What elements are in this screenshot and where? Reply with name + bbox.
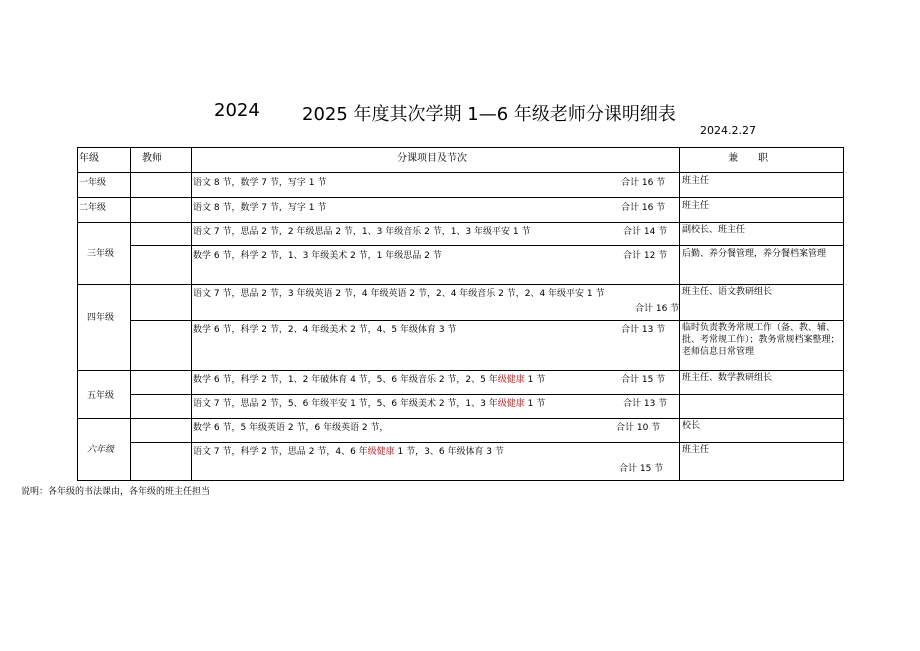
grade-3-row2-items: 数学 6 节，科学 2 节，1、3 年级美术 2 节，1 年级思品 2 节	[193, 251, 442, 261]
grade-5-row1-duty: 班主任、数学教研组长	[682, 373, 773, 383]
grade-6-row2-duty: 班主任	[682, 445, 710, 455]
grade-2-label: 二年级	[79, 203, 107, 213]
grade-4-row2-items: 数学 6 节，科学 2 节，2、4 年级美术 2 节，4、5 年级体育 3 节	[193, 325, 457, 335]
grade-6-row2-items	[193, 446, 504, 458]
grade-4-row2-duty: 临时负责教务常规工作（备、教、辅、批、考常规工作）；教务常规档案整理；老师信息日常管理	[682, 323, 840, 357]
grade-3-label: 三年级	[87, 249, 115, 259]
grade-6-row2-text: 语文 7 节，科学 2 节，思品 2 节，4、6 年	[193, 447, 368, 457]
grade-4-label: 四年级	[87, 313, 115, 323]
grade-6-row1-items: 数学 6 节，5 年级英语 2 节，6 年级英语 2 节，	[193, 423, 389, 433]
grade-4-row1-items: 语文 7 节，思品 2 节，3 年级英语 2 节，4 年级英语 2 节，2、4 年级音乐 2 节，2、4 年级平安 1 节	[193, 289, 605, 299]
health-highlight: 级健康	[367, 447, 395, 457]
grade-2-items: 语文 8 节，数学 7 节，写字 1 节	[193, 203, 327, 213]
grade-5-row2-text: 语文 7 节，思品 2 节，5、6 年级平安 1 节，5、6 年级美术 2 节，1、3 年	[193, 399, 498, 409]
grade-1-items: 语文 8 节，数学 7 节，写字 1 节	[193, 178, 327, 188]
header-subjects: 分课项目及节次	[397, 153, 467, 164]
grade-5-row2-total: 合计 13 节	[623, 399, 668, 409]
grade-3-row2-total: 合计 12 节	[623, 251, 668, 261]
title-year: 2024	[214, 100, 260, 121]
grade-4-row1-total: 合计 16 节	[635, 304, 680, 314]
grade-3-row1-duty: 副校长、班主任	[682, 225, 746, 235]
grade-5-row1-tail: 1 节	[524, 375, 546, 385]
grade-5-row1-items	[193, 374, 545, 386]
grade-1-total: 合计 16 节	[621, 178, 666, 188]
grade-5-row2-tail: 1 节	[524, 399, 546, 409]
grade-3-row1-total: 合计 14 节	[623, 227, 668, 237]
grade-5-label: 五年级	[87, 391, 115, 401]
grade-3-row2-duty: 后勤、养分餐管理，养分餐档案管理	[682, 249, 827, 259]
grade-4-row2-total: 合计 13 节	[621, 325, 666, 335]
grade-5-row1-total: 合计 15 节	[621, 375, 666, 385]
grade-6-row1-duty: 校长	[682, 421, 701, 431]
grade-1-label: 一年级	[79, 178, 107, 188]
health-highlight: 级健康	[497, 375, 525, 385]
grade-4-row1-duty: 班主任、语文教研组长	[682, 287, 773, 297]
grade-6-row1-total: 合计 10 节	[616, 423, 661, 433]
header-teacher: 教师	[142, 153, 162, 164]
grade-3-row1-items: 语文 7 节，思品 2 节，2 年级思品 2 节，1、3 年级音乐 2 节，1、3 年级平安 1 节	[193, 227, 531, 237]
grade-6-label: 六年级	[87, 445, 115, 455]
grade-2-duty: 班主任	[682, 201, 710, 211]
grade-5-row1-text: 数学 6 节，科学 2 节，1、2 年破体育 4 节，5、6 年级音乐 2 节，2、5 年	[193, 375, 498, 385]
header-grade: 年级	[79, 153, 99, 164]
title-text: 2025 年度其次学期 1—6 年级老师分课明细表	[302, 104, 676, 125]
document-date: 2024.2.27	[700, 124, 756, 137]
grade-5-row2-items	[193, 398, 545, 410]
grade-6-row2-total: 合计 15 节	[619, 464, 664, 474]
grade-2-total: 合计 16 节	[621, 203, 666, 213]
footnote: 说明：各年级的书法课由，各年级的班主任担当	[21, 487, 211, 497]
grade-1-duty: 班主任	[682, 176, 710, 186]
health-highlight: 级健康	[497, 399, 525, 409]
header-duty: 兼 职	[728, 153, 768, 164]
grade-6-row2-tail: 1 节，3、6 年级体育 3 节	[394, 447, 504, 457]
